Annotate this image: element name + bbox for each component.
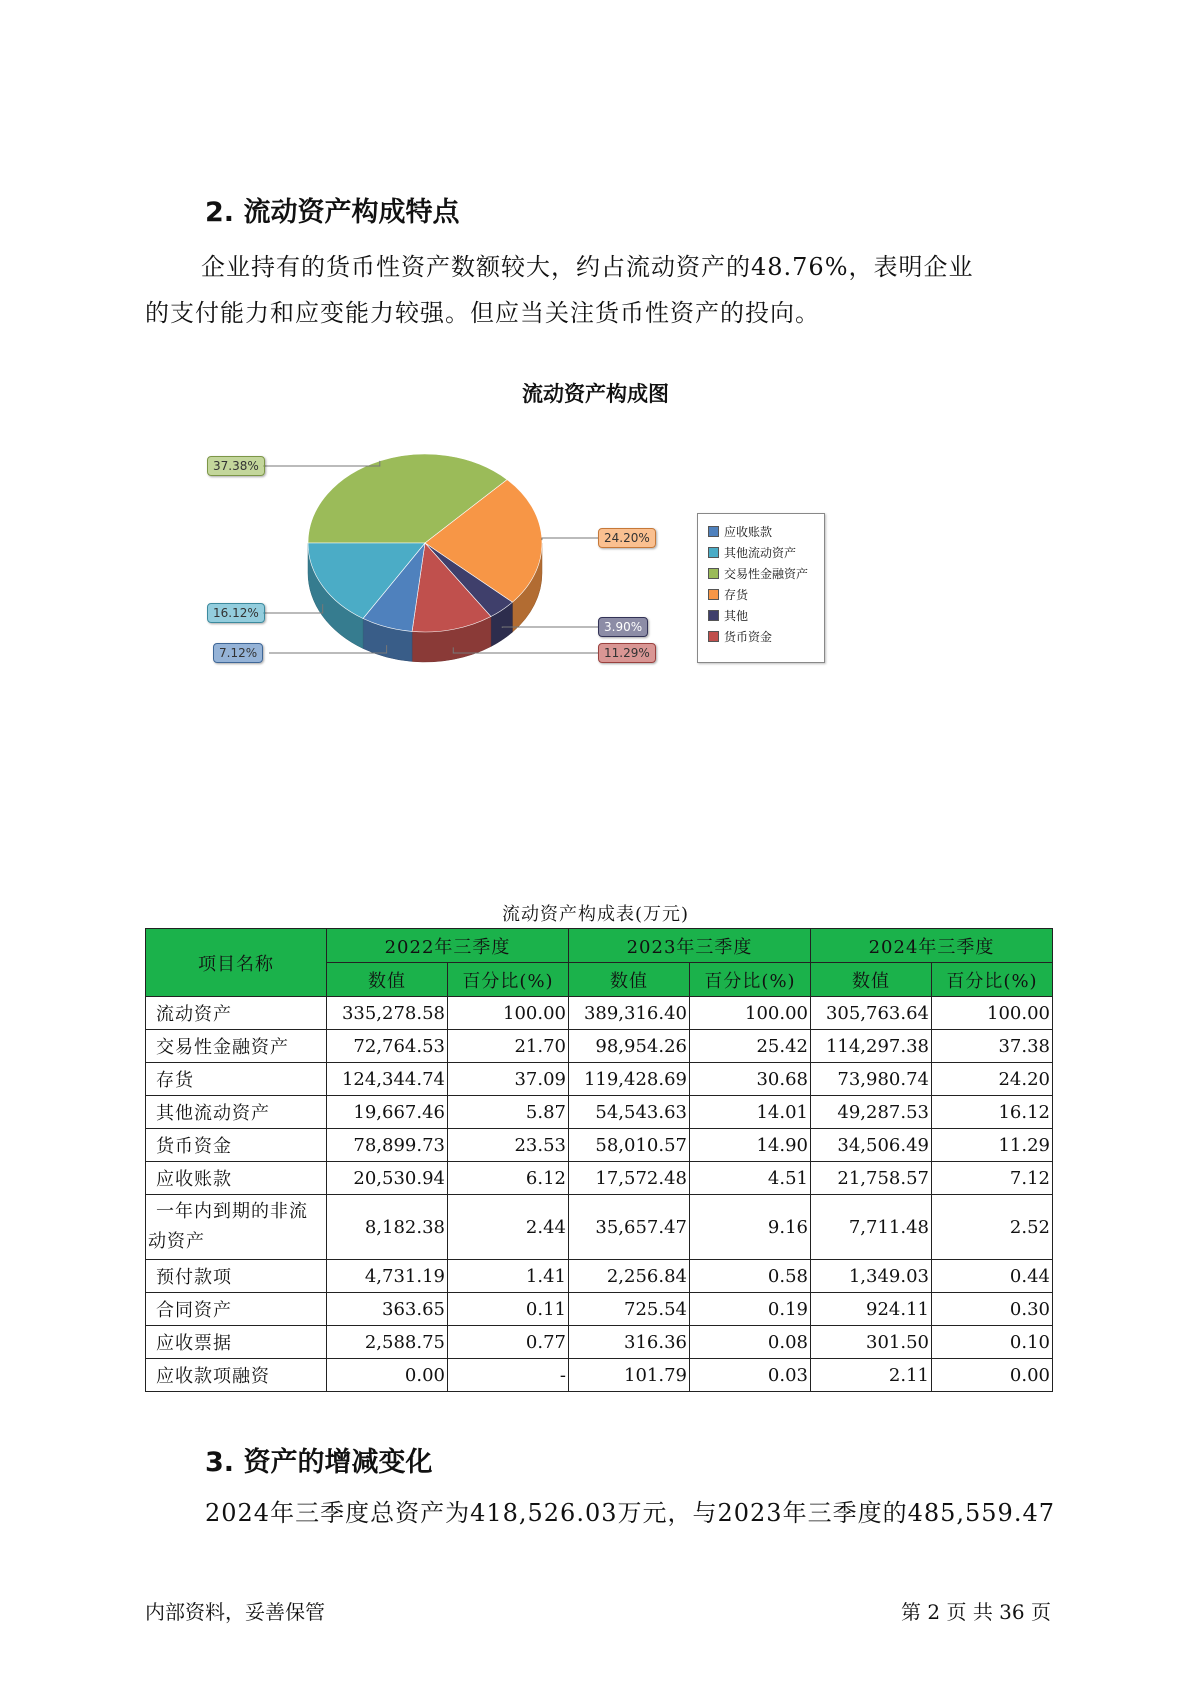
percent-cell: 0.30 <box>932 1293 1053 1326</box>
percent-cell: 0.11 <box>448 1293 569 1326</box>
row-name-line: 一年内到期的非流 <box>156 1201 308 1222</box>
value-cell: 725.54 <box>569 1293 690 1326</box>
percent-cell: 0.10 <box>932 1326 1053 1359</box>
paragraph-line: 企业持有的货币性资产数额较大，约占流动资产的48.76%，表明企业 <box>201 253 974 281</box>
value-cell: 389,316.40 <box>569 997 690 1030</box>
legend-label: 其他 <box>724 609 749 623</box>
percent-cell: 1.41 <box>448 1260 569 1293</box>
percent-cell: 24.20 <box>932 1063 1053 1096</box>
callout-leader <box>263 604 323 613</box>
page-number: 第 2 页 共 36 页 <box>901 1600 1051 1624</box>
percent-cell: 2.44 <box>448 1195 569 1260</box>
table-caption: 流动资产构成表(万元) <box>501 904 690 925</box>
percent-cell: 100.00 <box>690 997 811 1030</box>
current-assets-table <box>145 928 1053 1392</box>
header-value: 数值 <box>569 963 690 997</box>
value-cell: 54,543.63 <box>569 1096 690 1129</box>
table-row <box>146 1129 1053 1162</box>
table-row <box>146 1162 1053 1195</box>
percent-cell: 14.90 <box>690 1129 811 1162</box>
value-cell: 363.65 <box>327 1293 448 1326</box>
legend-label: 交易性金融资产 <box>724 567 809 581</box>
percent-cell: 37.09 <box>448 1063 569 1096</box>
legend-item <box>708 585 748 605</box>
value-cell: 7,711.48 <box>811 1195 932 1260</box>
row-name: 应收款项融资 <box>146 1359 327 1392</box>
percent-cell: 37.38 <box>932 1030 1053 1063</box>
value-cell: 4,731.19 <box>327 1260 448 1293</box>
value-cell: 2.11 <box>811 1359 932 1392</box>
value-cell: 2,256.84 <box>569 1260 690 1293</box>
table-row <box>146 1260 1053 1293</box>
footer-left: 内部资料，妥善保管 <box>145 1600 325 1624</box>
value-cell: 72,764.53 <box>327 1030 448 1063</box>
legend-label: 其他流动资产 <box>724 546 797 560</box>
percent-cell: 0.44 <box>932 1260 1053 1293</box>
row-name: 流动资产 <box>146 997 327 1030</box>
value-cell: 301.50 <box>811 1326 932 1359</box>
callout-leader <box>542 538 598 540</box>
table-row <box>146 1096 1053 1129</box>
value-cell: 101.79 <box>569 1359 690 1392</box>
percent-cell: 21.70 <box>448 1030 569 1063</box>
header-value: 数值 <box>811 963 932 997</box>
table-row <box>146 1030 1053 1063</box>
table-row <box>146 1063 1053 1096</box>
percent-cell: 14.01 <box>690 1096 811 1129</box>
percent-cell: 25.42 <box>690 1030 811 1063</box>
table-row <box>146 1359 1053 1392</box>
percent-cell: 23.53 <box>448 1129 569 1162</box>
value-cell: 35,657.47 <box>569 1195 690 1260</box>
row-name: 其他流动资产 <box>146 1096 327 1129</box>
percent-cell: 30.68 <box>690 1063 811 1096</box>
value-cell: 34,506.49 <box>811 1129 932 1162</box>
chart-title: 流动资产构成图 <box>522 382 669 406</box>
table-row <box>146 1326 1053 1359</box>
value-cell: 49,287.53 <box>811 1096 932 1129</box>
value-cell: 78,899.73 <box>327 1129 448 1162</box>
slice-percent-label: 7.12% <box>213 643 263 663</box>
value-cell: 8,182.38 <box>327 1195 448 1260</box>
row-name: 存货 <box>146 1063 327 1096</box>
value-cell: 98,954.26 <box>569 1030 690 1063</box>
row-name: 应收账款 <box>146 1162 327 1195</box>
value-cell: 1,349.03 <box>811 1260 932 1293</box>
paragraph <box>205 1490 1165 1536</box>
row-name: 货币资金 <box>146 1129 327 1162</box>
header-period: 2022年三季度 <box>327 929 569 963</box>
value-cell: 119,428.69 <box>569 1063 690 1096</box>
row-name <box>146 1195 327 1260</box>
section-heading: 2. 流动资产构成特点 <box>205 197 460 228</box>
value-cell: 2,588.75 <box>327 1326 448 1359</box>
header-value: 数值 <box>327 963 448 997</box>
value-cell: 17,572.48 <box>569 1162 690 1195</box>
legend-swatch <box>708 610 719 621</box>
percent-cell: 100.00 <box>448 997 569 1030</box>
percent-cell: 100.00 <box>932 997 1053 1030</box>
percent-cell: 0.08 <box>690 1326 811 1359</box>
value-cell: 0.00 <box>327 1359 448 1392</box>
legend-label: 存货 <box>724 588 749 602</box>
value-cell: 114,297.38 <box>811 1030 932 1063</box>
percent-cell: 16.12 <box>932 1096 1053 1129</box>
value-cell: 124,344.74 <box>327 1063 448 1096</box>
slice-percent-label: 24.20% <box>598 528 656 548</box>
legend-label: 货币资金 <box>724 630 773 644</box>
callout-leader <box>263 461 380 466</box>
legend-item <box>708 606 748 626</box>
table-row <box>146 1293 1053 1326</box>
header-period: 2023年三季度 <box>569 929 811 963</box>
percent-cell: 0.19 <box>690 1293 811 1326</box>
header-period: 2024年三季度 <box>811 929 1053 963</box>
legend-item <box>708 627 772 647</box>
section-heading: 3. 资产的增减变化 <box>205 1447 433 1478</box>
percent-cell: 2.52 <box>932 1195 1053 1260</box>
legend-item <box>708 522 772 542</box>
percent-cell: 9.16 <box>690 1195 811 1260</box>
value-cell: 73,980.74 <box>811 1063 932 1096</box>
row-name-line: 动资产 <box>148 1231 205 1252</box>
row-name: 合同资产 <box>146 1293 327 1326</box>
value-cell: 21,758.57 <box>811 1162 932 1195</box>
row-name: 交易性金融资产 <box>146 1030 327 1063</box>
value-cell: 305,763.64 <box>811 997 932 1030</box>
percent-cell: 0.77 <box>448 1326 569 1359</box>
header-percent: 百分比(%) <box>932 963 1053 997</box>
percent-cell: 7.12 <box>932 1162 1053 1195</box>
percent-cell: - <box>448 1359 569 1392</box>
legend-swatch <box>708 526 719 537</box>
slice-percent-label: 3.90% <box>598 617 648 637</box>
pie-chart <box>0 0 1191 720</box>
value-cell: 316.36 <box>569 1326 690 1359</box>
percent-cell: 0.00 <box>932 1359 1053 1392</box>
percent-cell: 11.29 <box>932 1129 1053 1162</box>
legend-swatch <box>708 631 719 642</box>
value-cell: 924.11 <box>811 1293 932 1326</box>
header-percent: 百分比(%) <box>690 963 811 997</box>
value-cell: 19,667.46 <box>327 1096 448 1129</box>
slice-percent-label: 11.29% <box>598 643 656 663</box>
value-cell: 20,530.94 <box>327 1162 448 1195</box>
legend-swatch <box>708 589 719 600</box>
value-cell: 58,010.57 <box>569 1129 690 1162</box>
percent-cell: 0.58 <box>690 1260 811 1293</box>
legend-swatch <box>708 568 719 579</box>
table-row <box>146 997 1053 1030</box>
paragraph-line: 的支付能力和应变能力较强。但应当关注货币性资产的投向。 <box>145 299 820 327</box>
table-row <box>146 1195 1053 1260</box>
header-item-name: 项目名称 <box>146 929 327 997</box>
legend-item <box>708 564 808 584</box>
legend-item <box>708 543 796 563</box>
slice-percent-label: 37.38% <box>207 456 265 476</box>
pie-slices <box>308 454 542 632</box>
slice-percent-label: 16.12% <box>207 603 265 623</box>
paragraph-line: 2024年三季度总资产为418,526.03万元，与2023年三季度的485,559.47 <box>205 1499 1055 1527</box>
value-cell: 335,278.58 <box>327 997 448 1030</box>
legend-label: 应收账款 <box>724 525 773 539</box>
row-name: 预付款项 <box>146 1260 327 1293</box>
percent-cell: 6.12 <box>448 1162 569 1195</box>
header-percent: 百分比(%) <box>448 963 569 997</box>
legend-swatch <box>708 547 719 558</box>
row-name: 应收票据 <box>146 1326 327 1359</box>
chart-legend <box>697 513 825 663</box>
percent-cell: 4.51 <box>690 1162 811 1195</box>
percent-cell: 5.87 <box>448 1096 569 1129</box>
percent-cell: 0.03 <box>690 1359 811 1392</box>
